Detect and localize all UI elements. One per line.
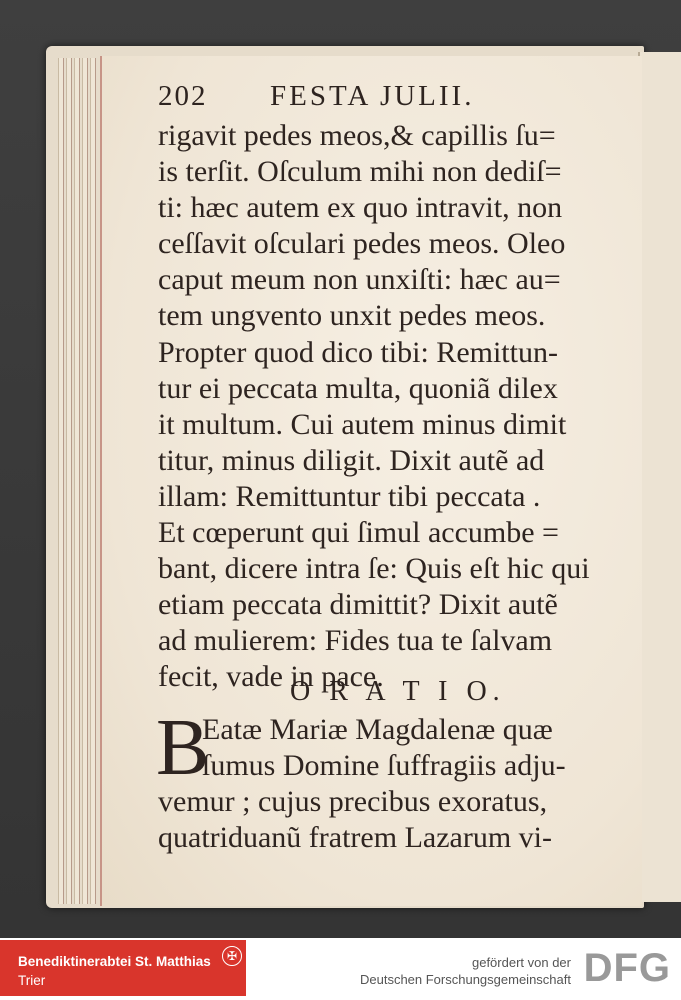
institution-city: Trier [18, 973, 46, 988]
text-line: Eatæ Mariæ Magdalenæ quæ [202, 713, 553, 746]
text-line: ceſſavit oſculari pedes meos. Oleo [158, 227, 566, 261]
institution-name: Benediktinerabtei St. Matthias [18, 954, 211, 969]
body-text [158, 118, 628, 696]
text-line: bant, dicere intra ſe: Quis eſt hic qui [158, 552, 590, 586]
text-line: caput meum non unxiſti: hæc au= [158, 263, 561, 297]
page-edge [74, 58, 80, 904]
text-line: fecit, vade in pace. [158, 660, 384, 694]
page-edge [90, 58, 96, 904]
footer-bar [0, 938, 681, 1000]
text-line: ti: hæc autem ex quo intravit, non [158, 191, 563, 225]
facing-page-edge [638, 52, 681, 902]
text-line: titur, minus diligit. Dixit autẽ ad [158, 443, 545, 477]
text-line: quatriduanũ fratrem Lazarum vi- [158, 821, 552, 855]
page-edge [66, 58, 72, 904]
running-title: FESTA JULII. [270, 80, 475, 112]
text-line: tem ungvento unxit pedes meos. [158, 299, 546, 333]
dfg-logo[interactable]: DFG [583, 946, 671, 990]
text-line: ſumus Domine ſuffragiis adju- [202, 749, 566, 783]
text-line: vemur ; cujus precibus exoratus, [158, 785, 548, 819]
page-number: 202 [158, 80, 208, 112]
text-line: Propter quod dico tibi: Remittun- [158, 335, 558, 369]
funding-line: Deutschen Forschungsgemeinschaft [359, 972, 571, 987]
text-line: tur ei peccata multa, quoniã dilex [158, 371, 558, 405]
text-line: Et cœperunt qui ſimul accumbe = [158, 516, 559, 550]
funding-line: gefördert von der [471, 955, 571, 970]
text-line: illam: Remittuntur tibi peccata . [158, 479, 541, 513]
text-line: rigavit pedes meos,& capillis ſu= [158, 119, 556, 152]
page-edge [58, 58, 64, 904]
text-line: is terſit. Oſculum mihi non dediſ= [158, 155, 562, 189]
page-header [158, 80, 618, 116]
oratio-heading: O R A T I O. [290, 676, 506, 707]
text-line: etiam peccata dimittit? Dixit autẽ [158, 588, 558, 622]
institution-badge[interactable] [0, 940, 246, 996]
abbey-emblem-icon: ✠ [222, 946, 242, 966]
oratio-text [156, 704, 628, 856]
text-line: it multum. Cui autem minus dimit [158, 407, 567, 441]
funding-note [360, 954, 571, 988]
drop-cap: B [156, 704, 210, 792]
text-line: ad mulierem: Fides tua te ſalvam [158, 624, 553, 658]
page-edge [82, 58, 88, 904]
